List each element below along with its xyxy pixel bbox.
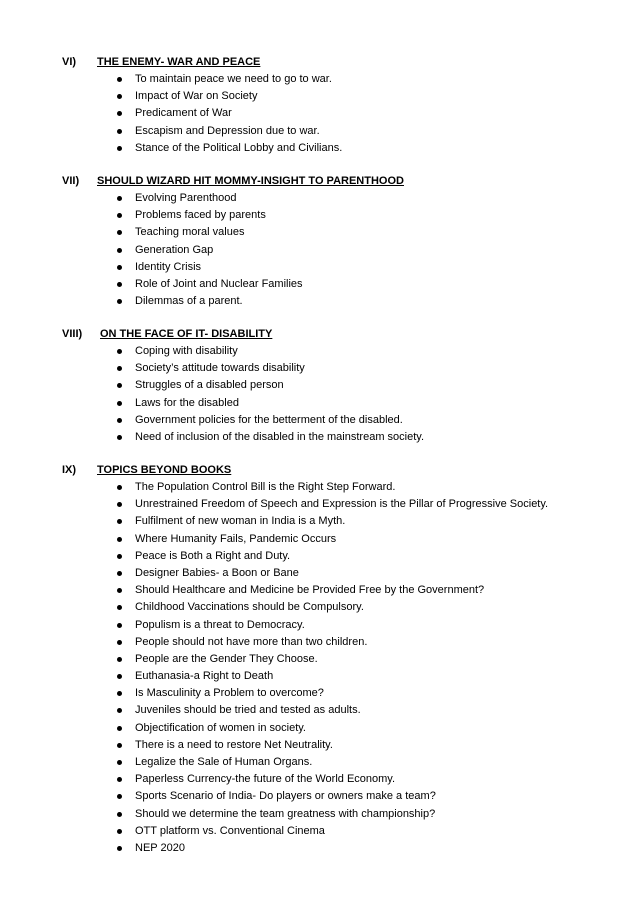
bullet-icon xyxy=(117,265,122,270)
list-item: Should Healthcare and Medicine be Provided Free by the Government? xyxy=(0,582,638,599)
section-title: ON THE FACE OF IT- DISABILITY xyxy=(100,328,273,340)
list-item: Peace is Both a Right and Duty. xyxy=(0,548,638,565)
bullet-icon xyxy=(117,691,122,696)
bullet-icon xyxy=(117,485,122,490)
bullet-icon xyxy=(117,537,122,542)
section-numeral: VI) xyxy=(62,56,77,68)
section-numeral: IX) xyxy=(62,464,77,476)
list-item: Laws for the disabled xyxy=(0,395,638,412)
bullet-icon xyxy=(117,588,122,593)
list-item: Paperless Currency-the future of the World Economy. xyxy=(0,771,638,788)
list-item: Predicament of War xyxy=(0,105,638,122)
bullet-icon xyxy=(117,554,122,559)
section-title: SHOULD WIZARD HIT MOMMY-INSIGHT TO PARENTHOOD xyxy=(97,175,404,187)
bullet-icon xyxy=(117,129,122,134)
list-item: Unrestrained Freedom of Speech and Expression is the Pillar of Progressive Society. xyxy=(0,496,638,513)
list-item: Coping with disability xyxy=(0,343,638,360)
list-item: NEP 2020 xyxy=(0,840,638,857)
bullet-icon xyxy=(117,146,122,151)
bullet-icon xyxy=(117,77,122,82)
bullet-list xyxy=(0,190,638,310)
list-item: Escapism and Depression due to war. xyxy=(0,123,638,140)
bullet-icon xyxy=(117,640,122,645)
bullet-icon xyxy=(117,605,122,610)
list-item: People should not have more than two children. xyxy=(0,634,638,651)
bullet-list xyxy=(0,479,638,857)
section-title: THE ENEMY- WAR AND PEACE xyxy=(97,56,261,68)
bullet-icon xyxy=(117,196,122,201)
bullet-icon xyxy=(117,760,122,765)
section-vii xyxy=(0,172,638,310)
section-title: TOPICS BEYOND BOOKS xyxy=(97,464,232,476)
list-item: Identity Crisis xyxy=(0,259,638,276)
list-item: Legalize the Sale of Human Organs. xyxy=(0,754,638,771)
list-item: Populism is a threat to Democracy. xyxy=(0,617,638,634)
bullet-icon xyxy=(117,213,122,218)
section-numeral: VIII) xyxy=(62,328,83,340)
list-item: Dilemmas of a parent. xyxy=(0,293,638,310)
list-item: Designer Babies- a Boon or Bane xyxy=(0,565,638,582)
bullet-icon xyxy=(117,383,122,388)
list-item: The Population Control Bill is the Right Step Forward. xyxy=(0,479,638,496)
list-item: Society’s attitude towards disability xyxy=(0,360,638,377)
bullet-icon xyxy=(117,94,122,99)
list-item: Generation Gap xyxy=(0,242,638,259)
list-item: Is Masculinity a Problem to overcome? xyxy=(0,685,638,702)
bullet-icon xyxy=(117,282,122,287)
bullet-icon xyxy=(117,401,122,406)
bullet-icon xyxy=(117,571,122,576)
bullet-icon xyxy=(117,418,122,423)
bullet-icon xyxy=(117,111,122,116)
bullet-list xyxy=(0,71,638,157)
bullet-icon xyxy=(117,846,122,851)
section-heading xyxy=(0,53,638,71)
section-vi xyxy=(0,53,638,157)
list-item: Problems faced by parents xyxy=(0,207,638,224)
list-item: There is a need to restore Net Neutrality. xyxy=(0,737,638,754)
list-item: Struggles of a disabled person xyxy=(0,377,638,394)
list-item: People are the Gender They Choose. xyxy=(0,651,638,668)
list-item: To maintain peace we need to go to war. xyxy=(0,71,638,88)
bullet-icon xyxy=(117,349,122,354)
list-item: Sports Scenario of India- Do players or owners make a team? xyxy=(0,788,638,805)
bullet-icon xyxy=(117,726,122,731)
list-item: Impact of War on Society xyxy=(0,88,638,105)
bullet-icon xyxy=(117,812,122,817)
bullet-icon xyxy=(117,519,122,524)
section-heading xyxy=(0,325,638,343)
bullet-icon xyxy=(117,435,122,440)
list-item: OTT platform vs. Conventional Cinema xyxy=(0,823,638,840)
list-item: Childhood Vaccinations should be Compulsory. xyxy=(0,599,638,616)
section-numeral: VII) xyxy=(62,175,80,187)
list-item: Role of Joint and Nuclear Families xyxy=(0,276,638,293)
bullet-icon xyxy=(117,657,122,662)
bullet-icon xyxy=(117,743,122,748)
bullet-icon xyxy=(117,502,122,507)
bullet-icon xyxy=(117,299,122,304)
list-item: Evolving Parenthood xyxy=(0,190,638,207)
list-item: Should we determine the team greatness with championship? xyxy=(0,806,638,823)
bullet-icon xyxy=(117,829,122,834)
bullet-icon xyxy=(117,674,122,679)
section-heading xyxy=(0,461,638,479)
bullet-icon xyxy=(117,230,122,235)
bullet-icon xyxy=(117,794,122,799)
list-item: Fulfilment of new woman in India is a Myth. xyxy=(0,513,638,530)
bullet-icon xyxy=(117,708,122,713)
section-ix xyxy=(0,461,638,857)
bullet-icon xyxy=(117,366,122,371)
bullet-list xyxy=(0,343,638,446)
list-item: Where Humanity Fails, Pandemic Occurs xyxy=(0,531,638,548)
list-item: Juveniles should be tried and tested as adults. xyxy=(0,702,638,719)
list-item: Need of inclusion of the disabled in the mainstream society. xyxy=(0,429,638,446)
bullet-icon xyxy=(117,248,122,253)
section-viii xyxy=(0,325,638,446)
bullet-icon xyxy=(117,777,122,782)
list-item: Stance of the Political Lobby and Civilians. xyxy=(0,140,638,157)
section-heading xyxy=(0,172,638,190)
list-item: Teaching moral values xyxy=(0,224,638,241)
bullet-icon xyxy=(117,623,122,628)
list-item: Government policies for the betterment of the disabled. xyxy=(0,412,638,429)
list-item: Objectification of women in society. xyxy=(0,720,638,737)
list-item: Euthanasia-a Right to Death xyxy=(0,668,638,685)
